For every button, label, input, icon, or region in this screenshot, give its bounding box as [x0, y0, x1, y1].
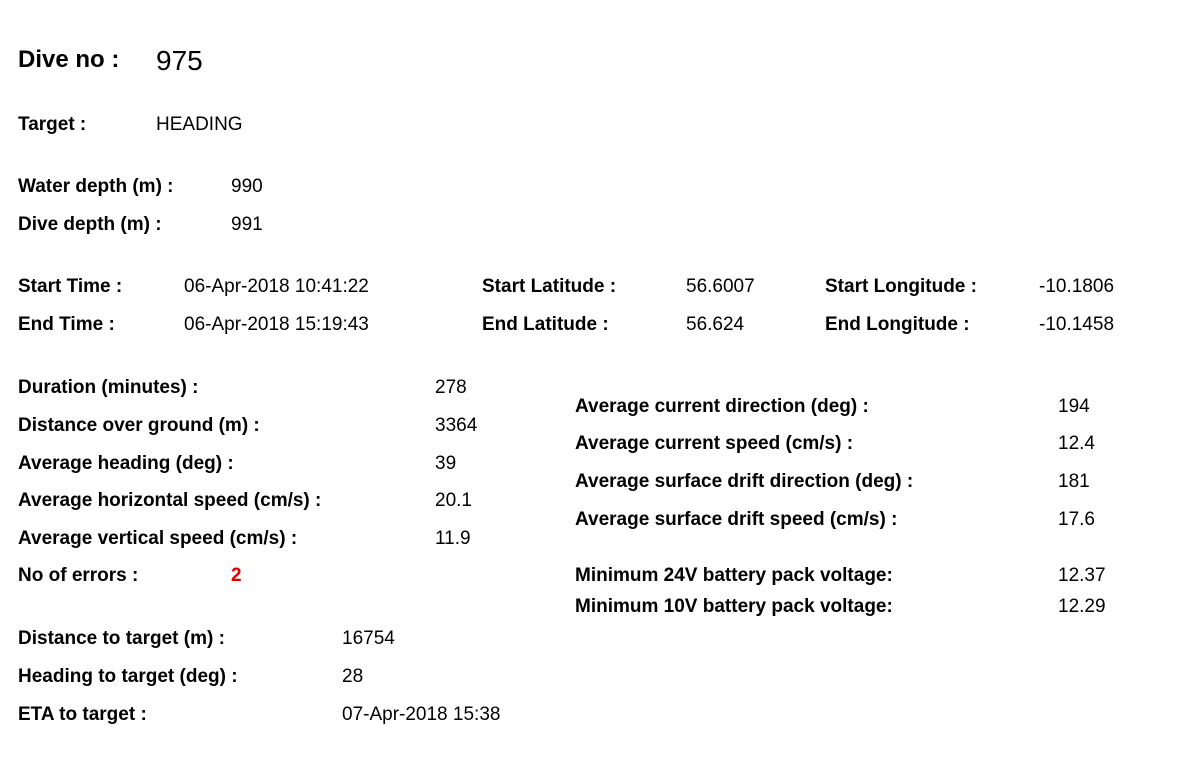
target-label: Target :: [18, 114, 87, 135]
water-depth-value: 990: [231, 176, 263, 197]
average-vertical-speed-value: 11.9: [435, 528, 471, 549]
duration-label: Duration (minutes) :: [18, 377, 199, 398]
end-time-label: End Time :: [18, 314, 115, 335]
duration-value: 278: [435, 377, 467, 398]
average-vertical-speed-label: Average vertical speed (cm/s) :: [18, 528, 298, 549]
average-heading-value: 39: [435, 453, 457, 474]
errors-value: 2: [231, 565, 242, 586]
water-depth-label: Water depth (m) :: [18, 176, 174, 197]
battery-10v-value: 12.29: [1058, 596, 1106, 617]
start-time-value: 06-Apr-2018 10:41:22: [184, 276, 369, 297]
average-surface-drift-direction-value: 181: [1058, 471, 1090, 492]
end-longitude-label: End Longitude :: [825, 314, 970, 335]
battery-24v-label: Minimum 24V battery pack voltage:: [575, 565, 893, 586]
average-current-speed-label: Average current speed (cm/s) :: [575, 433, 854, 454]
end-latitude-label: End Latitude :: [482, 314, 609, 335]
average-current-direction-label: Average current direction (deg) :: [575, 396, 869, 417]
eta-to-target-value: 07-Apr-2018 15:38: [342, 704, 501, 725]
start-longitude-label: Start Longitude :: [825, 276, 977, 297]
start-latitude-value: 56.6007: [686, 276, 755, 297]
distance-over-ground-label: Distance over ground (m) :: [18, 415, 260, 436]
average-surface-drift-direction-label: Average surface drift direction (deg) :: [575, 471, 914, 492]
start-time-label: Start Time :: [18, 276, 123, 297]
average-current-direction-value: 194: [1058, 396, 1090, 417]
average-current-speed-value: 12.4: [1058, 433, 1095, 454]
distance-over-ground-value: 3364: [435, 415, 478, 436]
heading-to-target-label: Heading to target (deg) :: [18, 666, 238, 687]
battery-24v-value: 12.37: [1058, 565, 1106, 586]
average-surface-drift-speed-value: 17.6: [1058, 509, 1095, 530]
target-value: HEADING: [156, 114, 243, 135]
dive-no-value: 975: [156, 45, 203, 76]
dive-depth-value: 991: [231, 214, 263, 235]
average-heading-label: Average heading (deg) :: [18, 453, 234, 474]
end-longitude-value: -10.1458: [1039, 314, 1115, 335]
average-surface-drift-speed-label: Average surface drift speed (cm/s) :: [575, 509, 898, 530]
errors-label: No of errors :: [18, 565, 139, 586]
distance-to-target-label: Distance to target (m) :: [18, 628, 225, 649]
end-latitude-value: 56.624: [686, 314, 745, 335]
start-latitude-label: Start Latitude :: [482, 276, 617, 297]
battery-10v-label: Minimum 10V battery pack voltage:: [575, 596, 893, 617]
dive-no-label: Dive no :: [18, 46, 120, 73]
average-horizontal-speed-label: Average horizontal speed (cm/s) :: [18, 490, 322, 511]
heading-to-target-value: 28: [342, 666, 364, 687]
average-horizontal-speed-value: 20.1: [435, 490, 472, 511]
start-longitude-value: -10.1806: [1039, 276, 1115, 297]
dive-depth-label: Dive depth (m) :: [18, 214, 162, 235]
eta-to-target-label: ETA to target :: [18, 704, 147, 725]
end-time-value: 06-Apr-2018 15:19:43: [184, 314, 369, 335]
distance-to-target-value: 16754: [342, 628, 395, 649]
